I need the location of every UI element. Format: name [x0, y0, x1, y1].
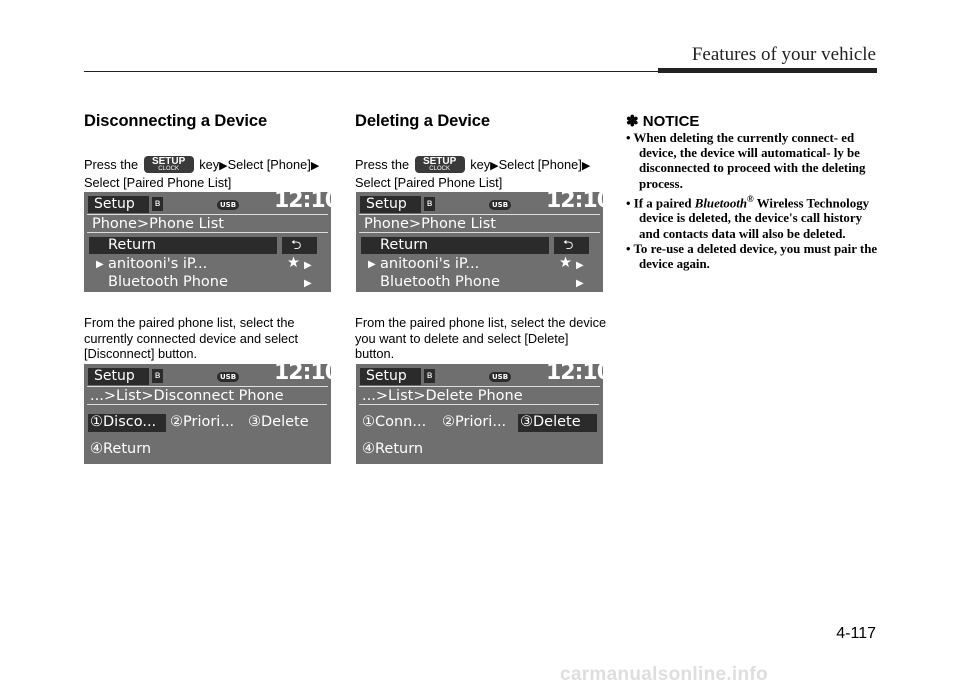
star-icon: ★	[287, 255, 300, 271]
screen-divider	[359, 404, 599, 405]
clock: 12:10	[546, 188, 612, 213]
instr-text: Select [Phone]	[498, 157, 582, 172]
instruction-disconnect	[84, 156, 334, 190]
page-number: 4-117	[836, 625, 876, 642]
connect-option[interactable]: ①Conn...	[362, 414, 427, 430]
back-icon: ⮌	[291, 238, 302, 253]
instr-text: Select [Phone]	[227, 157, 311, 172]
chevron-right-icon: ▶	[304, 278, 312, 289]
screen-disconnect-phone	[84, 360, 340, 464]
screen-divider	[359, 386, 600, 387]
notice-item	[626, 242, 878, 272]
chevron-right-icon: ▶	[576, 260, 584, 271]
device-item[interactable]: anitooni's iP...	[108, 256, 208, 272]
setup-label: Setup	[94, 196, 135, 212]
bluetooth-icon: ʙ	[152, 197, 163, 211]
triangle-icon: ▶	[219, 160, 228, 172]
screen-phone-list	[356, 188, 612, 292]
clock: 12:10	[274, 360, 340, 385]
notice-item	[626, 131, 878, 192]
bluetooth-phone-item[interactable]: Bluetooth Phone	[108, 274, 228, 290]
screen-divider	[359, 214, 600, 215]
header-title: Features of your vehicle	[691, 44, 876, 65]
setup-label: Setup	[366, 196, 407, 212]
key-label-clock: CLOCK	[429, 166, 450, 172]
return-option[interactable]: ④Return	[362, 441, 424, 457]
delete-option[interactable]: ③Delete	[520, 414, 581, 430]
notice-text-italic: Bluetooth	[694, 196, 748, 211]
key-label-setup: SETUP	[422, 156, 457, 167]
screen-divider	[87, 404, 327, 405]
paragraph-disconnect: From the paired phone list, select the currently connected device and select [Disconnect] button.	[84, 315, 299, 361]
setup-clock-key-icon	[415, 156, 465, 173]
bluetooth-icon: ʙ	[424, 369, 435, 383]
usb-badge: USB	[489, 200, 511, 210]
screen-path: Phone>Phone List	[364, 216, 496, 232]
clock: 12:10	[546, 360, 612, 385]
instr-text: Press the	[355, 157, 410, 172]
notice-list	[626, 131, 878, 272]
return-item[interactable]: Return	[108, 237, 157, 253]
priority-option[interactable]: ②Priori...	[170, 414, 235, 430]
notice-text: • If a paired	[626, 196, 695, 211]
screen-path: ...>List>Delete Phone	[362, 388, 523, 404]
chevron-right-icon: ▶	[576, 278, 584, 289]
clock: 12:10	[274, 188, 340, 213]
priority-option[interactable]: ②Priori...	[442, 414, 507, 430]
key-label-setup: SETUP	[151, 156, 186, 167]
screen-divider	[359, 232, 600, 233]
usb-badge: USB	[217, 372, 239, 382]
instr-text: Select [Paired Phone List]	[84, 174, 232, 190]
setup-label: Setup	[94, 368, 135, 384]
setup-label: Setup	[366, 368, 407, 384]
usb-badge: USB	[217, 200, 239, 210]
screen-delete-phone	[356, 360, 612, 464]
screen-divider	[87, 214, 328, 215]
chevron-right-icon: ▶	[304, 260, 312, 271]
notice-item	[626, 192, 878, 242]
instr-text: Press the	[84, 157, 139, 172]
instruction-delete	[355, 156, 607, 190]
section-title-disconnect: Disconnecting a Device	[84, 112, 268, 130]
bluetooth-icon: ʙ	[152, 369, 163, 383]
instr-text: key	[199, 157, 220, 172]
screen-path: ...>List>Disconnect Phone	[90, 388, 284, 404]
setup-clock-key-icon	[144, 156, 194, 173]
screen-path: Phone>Phone List	[92, 216, 224, 232]
chevron-right-icon: ▶	[368, 259, 376, 270]
notice-text: • When deleting the currently connect- ed device, the device will automatical- ly be disconnected to proceed with the deleting process.	[626, 131, 866, 191]
notice-text: • To re-use a deleted device, you must pair the device again.	[626, 241, 878, 271]
return-option[interactable]: ④Return	[90, 441, 152, 457]
watermark: carmanualsonline.info	[560, 664, 768, 685]
bluetooth-icon: ʙ	[424, 197, 435, 211]
notice-text: Wireless Technology device is deleted, the device's call history and contacts data will also be deleted.	[639, 196, 870, 241]
screen-divider	[87, 386, 328, 387]
return-item[interactable]: Return	[380, 237, 429, 253]
key-label-clock: CLOCK	[158, 166, 179, 172]
triangle-icon: ▶	[490, 160, 499, 172]
disconnect-option[interactable]: ①Disco...	[90, 414, 157, 430]
header-rule-thick	[658, 68, 877, 73]
instr-text: Select [Paired Phone List]	[355, 174, 503, 190]
instr-text: key	[470, 157, 491, 172]
screen-divider	[87, 232, 328, 233]
screen-phone-list	[84, 188, 340, 292]
usb-badge: USB	[489, 372, 511, 382]
triangle-icon: ▶	[310, 160, 320, 172]
chevron-right-icon: ▶	[96, 259, 104, 270]
triangle-icon: ▶	[581, 160, 591, 172]
paragraph-delete: From the paired phone list, select the device you want to delete and select [Delete] button.	[355, 315, 607, 361]
bluetooth-phone-item[interactable]: Bluetooth Phone	[380, 274, 500, 290]
registered-mark: ®	[747, 193, 754, 204]
delete-option[interactable]: ③Delete	[248, 414, 309, 430]
back-icon: ⮌	[563, 238, 574, 253]
notice-title: ✽ NOTICE	[626, 113, 700, 130]
device-item[interactable]: anitooni's iP...	[380, 256, 480, 272]
star-icon: ★	[559, 255, 572, 271]
section-title-delete: Deleting a Device	[355, 112, 490, 130]
